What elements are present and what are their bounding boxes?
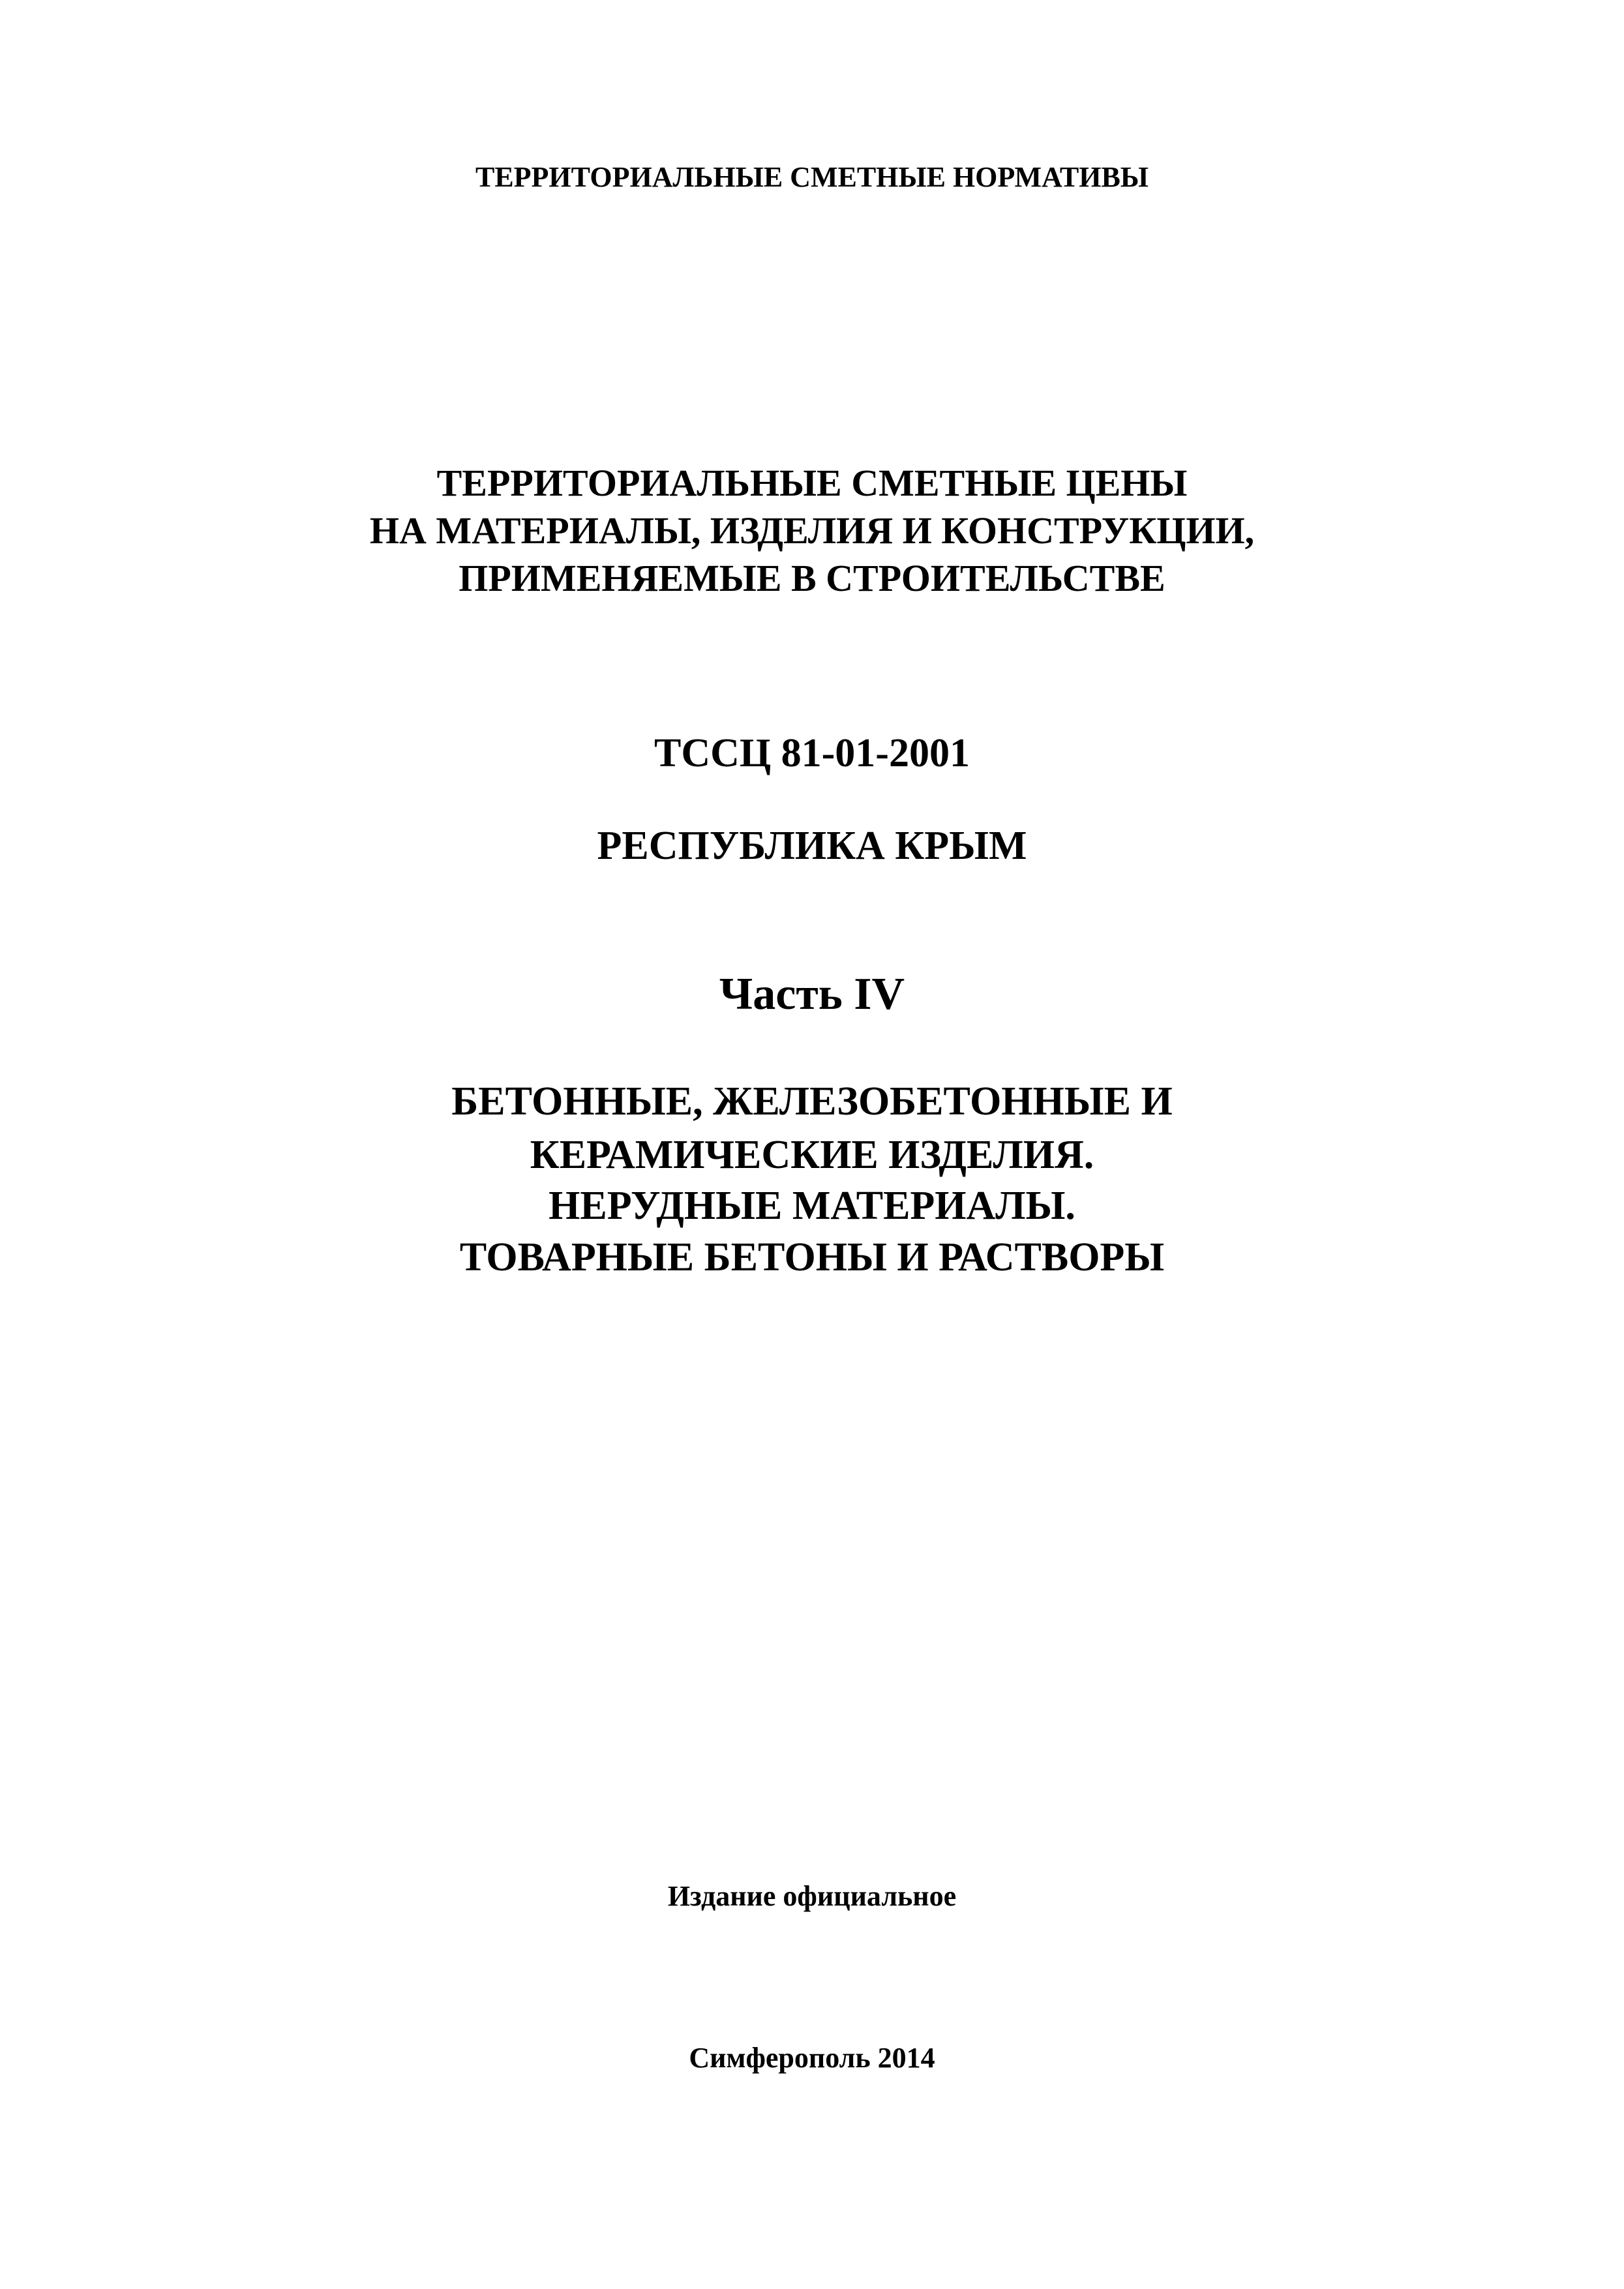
title-line-3: ПРИМЕНЯЕМЫЕ В СТРОИТЕЛЬСТВЕ: [459, 557, 1165, 599]
edition-note: Издание официальное: [667, 1880, 957, 1912]
subject-line-3: НЕРУДНЫЕ МАТЕРИАЛЫ.: [549, 1184, 1075, 1228]
subject-line-1: БЕТОННЫЕ, ЖЕЛЕЗОБЕТОННЫЕ И: [451, 1079, 1173, 1124]
subject-line-4: ТОВАРНЫЕ БЕТОНЫ И РАСТВОРЫ: [459, 1235, 1165, 1279]
region-name: РЕСПУБЛИКА КРЫМ: [597, 824, 1027, 868]
imprint-place-year: Симферополь 2014: [689, 2042, 935, 2074]
title-line-1: ТЕРРИТОРИАЛЬНЫЕ СМЕТНЫЕ ЦЕНЫ: [436, 462, 1188, 504]
document-code: ТССЦ 81-01-2001: [654, 731, 970, 775]
part-number: Часть IV: [719, 969, 905, 1019]
subject-line-2: КЕРАМИЧЕСКИЕ ИЗДЕЛИЯ.: [530, 1133, 1094, 1177]
title-line-2: НА МАТЕРИАЛЫ, ИЗДЕЛИЯ И КОНСТРУКЦИИ,: [369, 509, 1255, 552]
series-heading: ТЕРРИТОРИАЛЬНЫЕ СМЕТНЫЕ НОРМАТИВЫ: [475, 161, 1149, 193]
